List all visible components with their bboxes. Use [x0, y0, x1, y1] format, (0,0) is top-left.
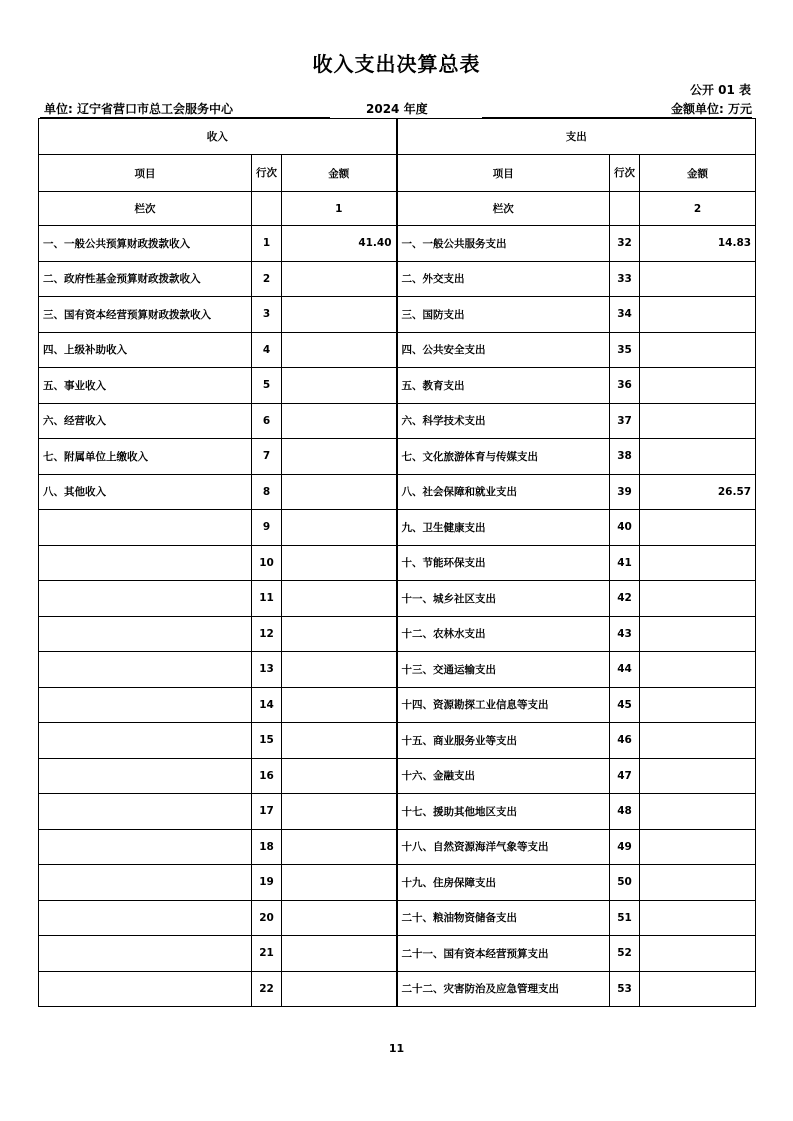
expense-item-cell: 十七、援助其他地区支出	[397, 794, 610, 830]
income-item-cell	[39, 581, 252, 617]
income-amount-cell	[282, 652, 397, 688]
income-amount-cell: 41.40	[282, 226, 397, 262]
table-row	[39, 297, 756, 333]
income-item-cell	[39, 545, 252, 581]
table-row	[39, 368, 756, 404]
expense-row-number: 34	[610, 297, 640, 333]
income-amount-cell	[282, 332, 397, 368]
table-row	[39, 865, 756, 901]
income-amount-cell	[282, 936, 397, 972]
income-row-number: 1	[252, 226, 282, 262]
income-item-cell: 六、经营收入	[39, 403, 252, 439]
income-row-number: 18	[252, 829, 282, 865]
expense-amount-cell	[640, 403, 756, 439]
expense-amount-cell	[640, 581, 756, 617]
income-amount-cell	[282, 758, 397, 794]
expense-item-cell: 十一、城乡社区支出	[397, 581, 610, 617]
expense-item-cell: 六、科学技术支出	[397, 403, 610, 439]
table-row	[39, 900, 756, 936]
income-amount-cell	[282, 687, 397, 723]
expense-item-cell: 二十二、灾害防治及应急管理支出	[397, 971, 610, 1007]
income-amount-cell	[282, 545, 397, 581]
expense-row-number: 44	[610, 652, 640, 688]
expense-item-cell: 十六、金融支出	[397, 758, 610, 794]
income-item-cell	[39, 936, 252, 972]
income-row-number: 13	[252, 652, 282, 688]
expense-amount-cell	[640, 687, 756, 723]
expense-item-cell: 二、外交支出	[397, 261, 610, 297]
expense-header: 支出	[397, 119, 756, 155]
income-item-cell: 二、政府性基金预算财政拨款收入	[39, 261, 252, 297]
expense-row-number: 32	[610, 226, 640, 262]
table-row	[39, 403, 756, 439]
income-amount-cell	[282, 616, 397, 652]
income-row-number: 15	[252, 723, 282, 759]
income-item-header: 项目	[39, 155, 252, 192]
income-amount-cell	[282, 297, 397, 333]
income-item-cell: 八、其他收入	[39, 474, 252, 510]
expense-row-number: 45	[610, 687, 640, 723]
income-item-cell	[39, 865, 252, 901]
table-row	[39, 829, 756, 865]
income-row-number: 3	[252, 297, 282, 333]
expense-amount-cell	[640, 439, 756, 475]
income-header: 收入	[39, 119, 397, 155]
expense-row-number: 38	[610, 439, 640, 475]
expense-item-cell: 二十一、国有资本经营预算支出	[397, 936, 610, 972]
column-index-row	[39, 192, 756, 226]
expense-amount-cell	[640, 758, 756, 794]
table-row	[39, 581, 756, 617]
income-amount-cell	[282, 900, 397, 936]
expense-amount-cell	[640, 723, 756, 759]
income-amount-cell	[282, 439, 397, 475]
expense-amount-cell	[640, 900, 756, 936]
income-amount-cell	[282, 829, 397, 865]
table-row	[39, 261, 756, 297]
column-header-row	[39, 155, 756, 192]
income-row-number: 21	[252, 936, 282, 972]
expense-row-number: 46	[610, 723, 640, 759]
income-row-number: 11	[252, 581, 282, 617]
expense-item-cell: 十八、自然资源海洋气象等支出	[397, 829, 610, 865]
income-item-cell	[39, 652, 252, 688]
income-row-number: 7	[252, 439, 282, 475]
table-row	[39, 652, 756, 688]
meta-row	[40, 100, 752, 118]
expense-row-number: 41	[610, 545, 640, 581]
expense-row-number: 36	[610, 368, 640, 404]
income-row-number: 5	[252, 368, 282, 404]
expense-column-no-label: 栏次	[397, 192, 610, 226]
fiscal-year: 2024 年度	[366, 102, 428, 116]
expense-item-cell: 八、社会保障和就业支出	[397, 474, 610, 510]
income-item-cell	[39, 723, 252, 759]
income-column-index: 1	[282, 192, 397, 226]
income-row-number: 14	[252, 687, 282, 723]
expense-item-cell: 十九、住房保障支出	[397, 865, 610, 901]
table-row	[39, 687, 756, 723]
expense-amount-cell	[640, 829, 756, 865]
expense-row-number: 37	[610, 403, 640, 439]
income-row-number: 19	[252, 865, 282, 901]
income-amount-cell	[282, 510, 397, 546]
income-row-number: 8	[252, 474, 282, 510]
expense-row-number: 40	[610, 510, 640, 546]
income-item-cell: 三、国有资本经营预算财政拨款收入	[39, 297, 252, 333]
expense-item-cell: 十四、资源勘探工业信息等支出	[397, 687, 610, 723]
expense-item-cell: 四、公共安全支出	[397, 332, 610, 368]
expense-item-cell: 二十、粮油物资储备支出	[397, 900, 610, 936]
expense-column-index: 2	[640, 192, 756, 226]
income-item-cell: 七、附属单位上缴收入	[39, 439, 252, 475]
income-rowno-header	[252, 155, 282, 192]
table-row	[39, 723, 756, 759]
expense-item-header: 项目	[397, 155, 610, 192]
income-amount-cell	[282, 723, 397, 759]
expense-row-number: 50	[610, 865, 640, 901]
expense-amount-cell	[640, 652, 756, 688]
income-rowno-label: 行次	[256, 167, 277, 179]
income-row-number: 9	[252, 510, 282, 546]
income-amount-cell	[282, 474, 397, 510]
expense-column-no-blank	[610, 192, 640, 226]
expense-row-number: 49	[610, 829, 640, 865]
income-row-number: 16	[252, 758, 282, 794]
expense-row-number: 53	[610, 971, 640, 1007]
income-item-cell	[39, 971, 252, 1007]
expense-rowno-header	[610, 155, 640, 192]
expense-amount-cell	[640, 510, 756, 546]
expense-amount-cell: 14.83	[640, 226, 756, 262]
expense-item-cell: 十三、交通运输支出	[397, 652, 610, 688]
expense-item-cell: 九、卫生健康支出	[397, 510, 610, 546]
expense-amount-cell	[640, 865, 756, 901]
section-header-row	[39, 119, 756, 155]
table-row	[39, 474, 756, 510]
table-row	[39, 794, 756, 830]
income-column-no-blank	[252, 192, 282, 226]
income-item-cell	[39, 829, 252, 865]
income-row-number: 4	[252, 332, 282, 368]
expense-item-cell: 五、教育支出	[397, 368, 610, 404]
expense-row-number: 47	[610, 758, 640, 794]
income-amount-cell	[282, 581, 397, 617]
income-row-number: 10	[252, 545, 282, 581]
expense-item-cell: 一、一般公共服务支出	[397, 226, 610, 262]
income-amount-cell	[282, 368, 397, 404]
expense-row-number: 33	[610, 261, 640, 297]
income-item-cell	[39, 900, 252, 936]
table-row	[39, 332, 756, 368]
income-row-number: 2	[252, 261, 282, 297]
expense-amount-header: 金额	[640, 155, 756, 192]
income-amount-cell	[282, 261, 397, 297]
income-item-cell: 五、事业收入	[39, 368, 252, 404]
expense-amount-cell	[640, 545, 756, 581]
expense-item-cell: 七、文化旅游体育与传媒支出	[397, 439, 610, 475]
table-row	[39, 616, 756, 652]
table-row	[39, 510, 756, 546]
expense-item-cell: 十五、商业服务业等支出	[397, 723, 610, 759]
expense-item-cell: 三、国防支出	[397, 297, 610, 333]
table-row	[39, 758, 756, 794]
income-amount-cell	[282, 403, 397, 439]
table-row	[39, 439, 756, 475]
unit-label: 单位: 辽宁省营口市总工会服务中心	[44, 102, 233, 116]
expense-item-cell: 十二、农林水支出	[397, 616, 610, 652]
expense-amount-cell	[640, 971, 756, 1007]
table-row	[39, 226, 756, 262]
page-title: 收入支出决算总表	[312, 52, 481, 76]
income-item-cell: 四、上级补助收入	[39, 332, 252, 368]
income-row-number: 20	[252, 900, 282, 936]
expense-amount-cell	[640, 936, 756, 972]
expense-row-number: 35	[610, 332, 640, 368]
expense-row-number: 52	[610, 936, 640, 972]
expense-amount-cell	[640, 297, 756, 333]
form-code: 公开 01 表	[689, 83, 751, 97]
expense-rowno-label: 行次	[614, 167, 636, 179]
income-row-number: 12	[252, 616, 282, 652]
budget-table	[38, 118, 756, 1007]
income-column-no-label: 栏次	[39, 192, 252, 226]
income-item-cell: 一、一般公共预算财政拨款收入	[39, 226, 252, 262]
table-row	[39, 971, 756, 1007]
income-amount-cell	[282, 794, 397, 830]
expense-amount-cell: 26.57	[640, 474, 756, 510]
income-item-cell	[39, 758, 252, 794]
expense-row-number: 51	[610, 900, 640, 936]
income-item-cell	[39, 510, 252, 546]
expense-amount-cell	[640, 794, 756, 830]
income-row-number: 22	[252, 971, 282, 1007]
expense-row-number: 42	[610, 581, 640, 617]
page-number: 11	[388, 1042, 405, 1055]
income-item-cell	[39, 616, 252, 652]
income-row-number: 17	[252, 794, 282, 830]
income-item-cell	[39, 794, 252, 830]
table-row	[39, 545, 756, 581]
income-amount-cell	[282, 865, 397, 901]
income-item-cell	[39, 687, 252, 723]
expense-row-number: 39	[610, 474, 640, 510]
expense-amount-cell	[640, 261, 756, 297]
expense-item-cell: 十、节能环保支出	[397, 545, 610, 581]
expense-amount-cell	[640, 616, 756, 652]
expense-amount-cell	[640, 368, 756, 404]
table-row	[39, 936, 756, 972]
income-amount-header: 金额	[282, 155, 397, 192]
expense-amount-cell	[640, 332, 756, 368]
expense-row-number: 43	[610, 616, 640, 652]
income-amount-cell	[282, 971, 397, 1007]
amount-unit: 金额单位: 万元	[671, 102, 752, 116]
income-row-number: 6	[252, 403, 282, 439]
expense-row-number: 48	[610, 794, 640, 830]
